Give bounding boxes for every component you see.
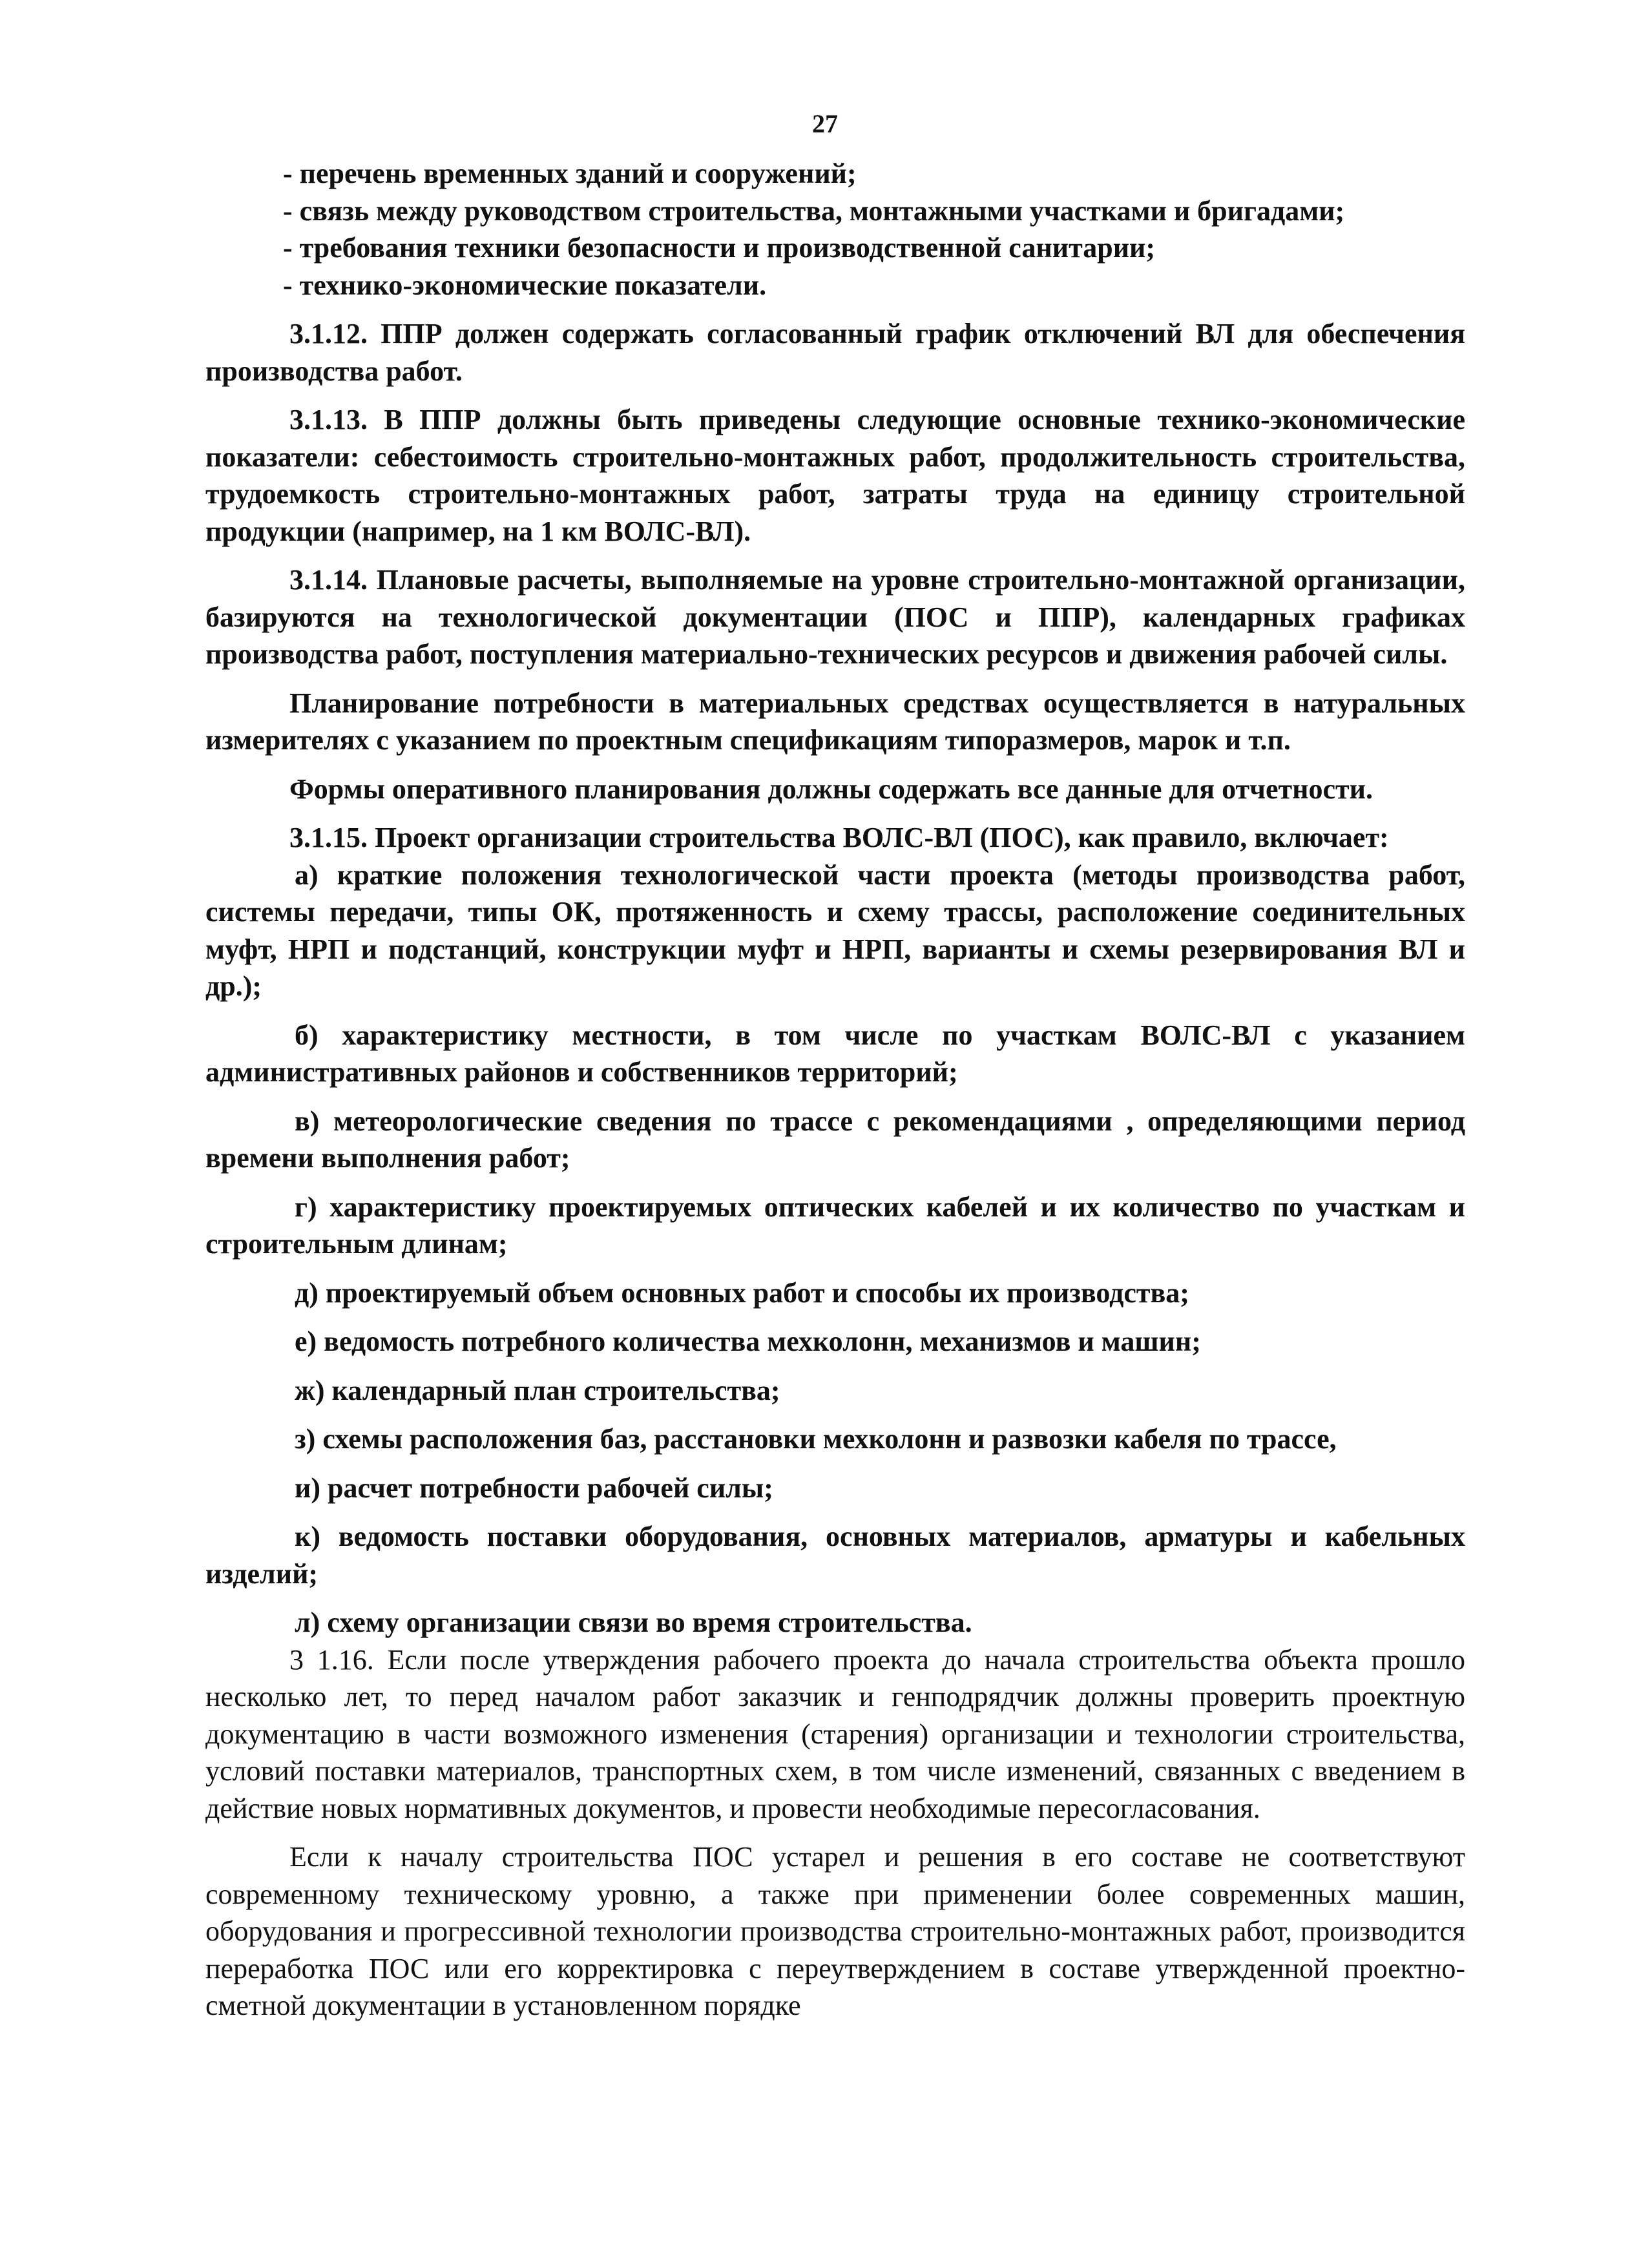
list-item-g: г) характеристику проектируемых оптических кабелей и их количество по участкам и строительным длинам; <box>205 1191 1465 1260</box>
page-number: 27 <box>812 109 838 138</box>
paragraph-material-planning: Планирование потребности в материальных средствах осуществляется в натуральных измерителях с указанием по проектным спецификациям типоразмеров, марок и т.п. <box>205 687 1465 756</box>
list-item-safety-requirements: - требования техники безопасности и производственной санитарии; <box>283 232 1156 264</box>
list-item-temporary-buildings: - перечень временных зданий и сооружений; <box>283 158 857 189</box>
paragraph-3-1-12: 3.1.12. ППР должен содержать согласованный график отключений ВЛ для обеспечения производства работ. <box>205 318 1465 387</box>
list-item-zh: ж) календарный план строительства; <box>295 1374 780 1406</box>
paragraph-pos-outdated: Если к началу строительства ПОС устарел и решения в его составе не соответствуют современному техническому уровню, а также при применении более современных машин, оборудования и прогрессивной технологии производства строительно-монтажных работ, производится переработка ПОС или его корректировка с переутверждением в составе утвержденной проектно-сметной документации в установленном порядке <box>205 1841 1465 2021</box>
list-item-v: в) метеорологические сведения по трассе с рекомендациями , определяющими период времени выполнения работ; <box>205 1105 1465 1174</box>
list-item-d: д) проектируемый объем основных работ и способы их производства; <box>295 1276 1189 1309</box>
list-item-b: б) характеристику местности, в том числе по участкам ВОЛС-ВЛ с указанием административных районов и собственников территорий; <box>205 1019 1465 1088</box>
paragraph-3-1-16: 3 1.16. Если после утверждения рабочего проекта до начала строительства объекта прошло несколько лет, то перед началом работ заказчик и генподрядчик должны проверить проектную документацию в части возможного изменения (старения) организации и технологии строительства, условий поставки материалов, транспортных схем, в том числе изменений, связанных с введением в действие новых нормативных документов, и провести необходимые пересогласования. <box>205 1643 1465 1824</box>
list-item-a: а) краткие положения технологической части проекта (методы производства работ, системы передачи, типы ОК, протяженность и схему трассы, расположение соединительных муфт, НРП и подстанций, конструкции муфт и НРП, варианты и схемы резервирования ВЛ и др.); <box>205 858 1465 1002</box>
page-body <box>205 155 1465 2024</box>
list-item-l: л) схему организации связи во время строительства. <box>295 1607 972 1638</box>
list-item-economic-indicators: - технико-экономические показатели. <box>283 269 767 301</box>
paragraph-3-1-13: 3.1.13. В ППР должны быть приведены следующие основные технико-экономические показатели: себестоимость строительно-монтажных работ, продолжительность строительства, трудоемкость строительно-монтажных работ, затраты труда на единицу строительной продукции (например, на 1 км ВОЛС-ВЛ). <box>205 404 1465 547</box>
list-item-e: е) ведомость потребного количества мехколонн, механизмов и машин; <box>295 1326 1201 1357</box>
list-item-z: з) схемы расположения баз, расстановки мехколонн и развозки кабеля по трассе, <box>295 1423 1337 1455</box>
paragraph-3-1-15: 3.1.15. Проект организации строительства ВОЛС-ВЛ (ПОС), как правило, включает: <box>289 822 1389 853</box>
list-item-management-link: - связь между руководством строительства, монтажными участками и бригадами; <box>283 194 1345 227</box>
list-item-i: и) расчет потребности рабочей силы; <box>295 1472 773 1504</box>
paragraph-3-1-14: 3.1.14. Плановые расчеты, выполняемые на уровне строительно-монтажной организации, базируются на технологической документации (ПОС и ППР), календарных графиках производства работ, поступления материально-технических ресурсов и движения рабочей силы. <box>205 564 1465 670</box>
paragraph-operational-forms: Формы оперативного планирования должны содержать все данные для отчетности. <box>289 773 1373 805</box>
list-item-k: к) ведомость поставки оборудования, основных материалов, арматуры и кабельных изделий; <box>205 1521 1465 1590</box>
